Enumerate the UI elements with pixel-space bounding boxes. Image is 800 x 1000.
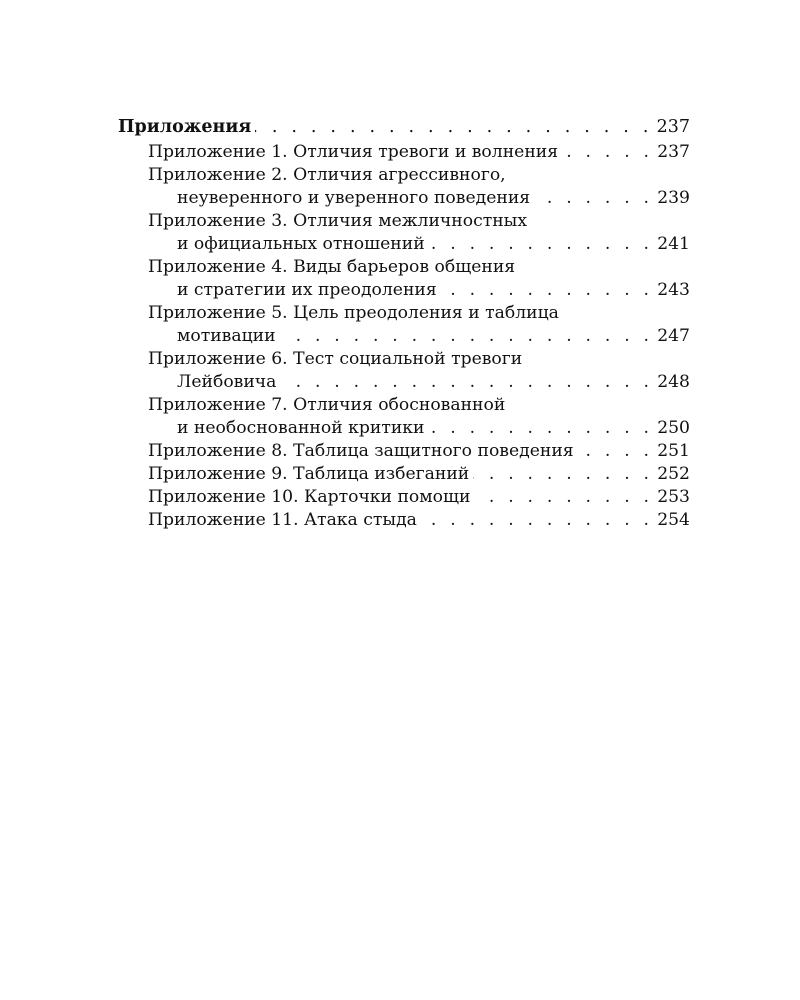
dot-leader <box>429 233 654 256</box>
toc-entry-appendix-9 <box>118 463 690 486</box>
toc-entry-appendix-4-continued <box>118 279 690 302</box>
dot-leader <box>255 114 652 141</box>
toc-page-number: 254 <box>657 510 690 530</box>
toc-entry-appendix-4 <box>118 256 690 279</box>
dot-leader <box>280 371 653 394</box>
toc-entry-appendix-6-continued <box>118 371 690 394</box>
toc-page-number: 247 <box>657 326 690 346</box>
toc-entry-appendix-3-continued <box>118 233 690 256</box>
toc-entry-label: Приложение 4. Виды барьеров общения <box>148 257 516 277</box>
toc-entry-label: Приложение 8. Таблица защитного поведения <box>148 441 574 461</box>
toc-entry-appendix-2-continued <box>118 187 690 210</box>
toc-entry-appendix-6 <box>118 348 690 371</box>
toc-entry-label: Приложение 6. Тест социальной тревоги <box>148 349 523 369</box>
dot-leader <box>441 279 653 302</box>
toc-page-number: 253 <box>657 487 690 507</box>
toc-entry-appendix-8 <box>118 440 690 463</box>
toc-entry-appendix-11 <box>118 509 690 532</box>
toc-entry-label: Приложение 3. Отличия межличностных <box>148 211 528 231</box>
toc-entry-appendix-7 <box>118 394 690 417</box>
toc-entry-label-continued: мотивации <box>177 326 276 346</box>
toc-page-number: 237 <box>657 142 690 162</box>
dot-leader <box>280 325 654 348</box>
toc-entry-appendix-7-continued <box>118 417 690 440</box>
toc-entry-appendix-5-continued <box>118 325 690 348</box>
toc-entry-appendix-2 <box>118 164 690 187</box>
toc-entry-label: Приложение 9. Таблица избеганий <box>148 464 470 484</box>
toc-page-number: 241 <box>657 234 690 254</box>
toc-section-appendices <box>118 114 690 141</box>
toc-entry-label: Приложение 2. Отличия агрессивного, <box>148 165 506 185</box>
toc-entry-label: Приложение 7. Отличия обоснованной <box>148 395 506 415</box>
toc-page-number: 237 <box>656 117 690 137</box>
table-of-contents <box>118 114 690 532</box>
toc-page-number: 252 <box>657 464 690 484</box>
dot-leader <box>534 187 653 210</box>
toc-page-number: 239 <box>657 188 690 208</box>
toc-page-number: 251 <box>657 441 690 461</box>
toc-entry-label-continued: неуверенного и уверенного поведения <box>177 188 531 208</box>
dot-leader <box>473 463 653 486</box>
toc-entry-label: Приложение 1. Отличия тревоги и волнения <box>148 142 559 162</box>
toc-entry-appendix-1 <box>118 141 690 164</box>
toc-page-number: 250 <box>657 418 690 438</box>
dot-leader <box>428 417 653 440</box>
toc-entry-appendix-10 <box>118 486 690 509</box>
toc-entry-label: Приложение 10. Карточки помощи <box>148 487 471 507</box>
toc-entry-label-continued: и необоснованной критики <box>177 418 425 438</box>
toc-entry-appendix-3 <box>118 210 690 233</box>
dot-leader <box>578 440 654 463</box>
toc-entry-appendix-5 <box>118 302 690 325</box>
toc-page-number: 243 <box>657 280 690 300</box>
toc-entry-label-continued: и стратегии их преодоления <box>177 280 437 300</box>
dot-leader <box>562 141 653 164</box>
dot-leader <box>474 486 653 509</box>
dot-leader <box>421 509 653 532</box>
toc-section-title: Приложения <box>118 117 252 137</box>
toc-entry-label: Приложение 5. Цель преодоления и таблица <box>148 303 559 323</box>
toc-page-number: 248 <box>657 372 690 392</box>
toc-entry-label: Приложение 11. Атака стыда <box>148 510 417 530</box>
toc-entry-label-continued: Лейбовича <box>177 372 277 392</box>
toc-entry-label-continued: и официальных отношений <box>177 234 425 254</box>
